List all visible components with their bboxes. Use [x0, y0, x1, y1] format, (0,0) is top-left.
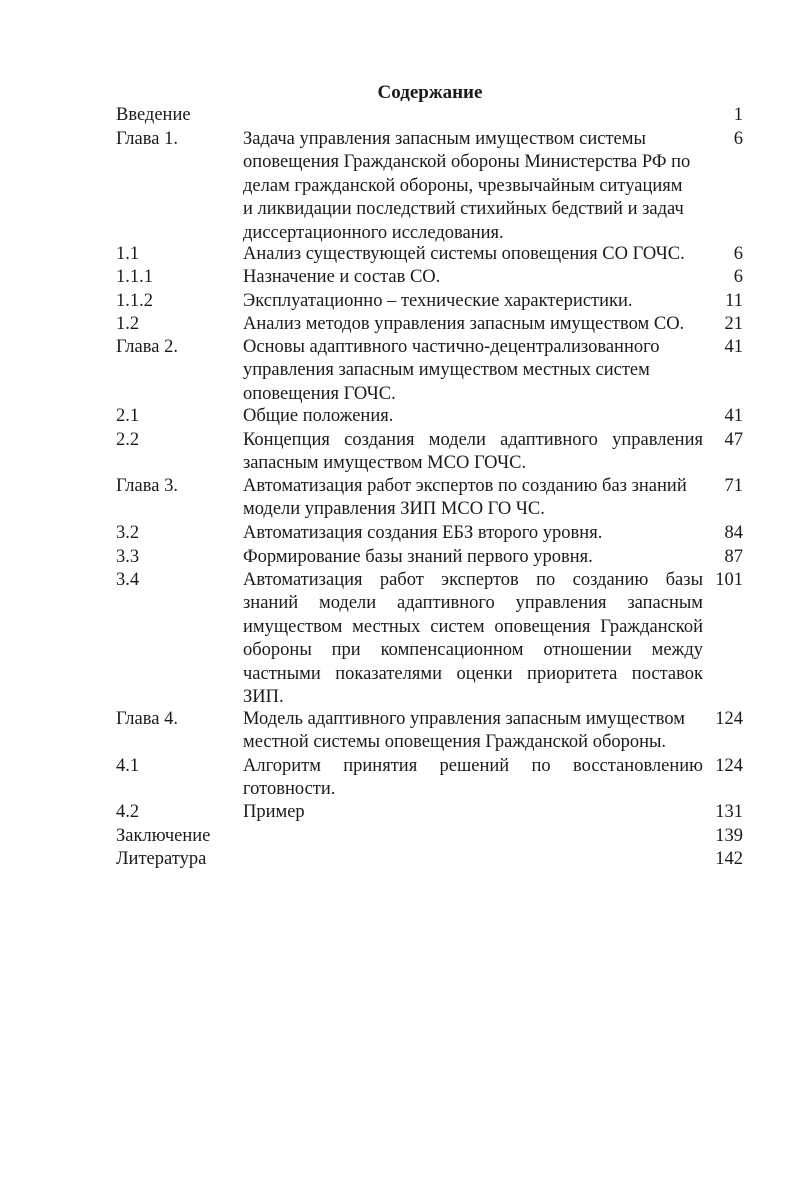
toc-entry-number: Заключение	[116, 826, 211, 846]
toc-entry-page: 87	[724, 547, 743, 567]
toc-entry-number: 4.2	[116, 802, 140, 822]
toc-entry-title-line: ЗИП.	[243, 687, 284, 708]
toc-entry-number: 2.1	[116, 406, 140, 426]
toc-entry-page: 11	[725, 291, 743, 311]
toc-entry-title-line: готовности.	[243, 779, 336, 800]
toc-entry-title	[243, 755, 703, 802]
toc-entry-number: 2.2	[116, 430, 140, 450]
toc-entry-page: 6	[733, 244, 743, 264]
toc-entry-title-line: знаний модели адаптивного управления запасным	[243, 593, 703, 614]
page-title: Содержание	[377, 82, 483, 103]
toc-entry-title	[243, 405, 703, 428]
toc-entry-number: 3.2	[116, 523, 140, 543]
toc-entry-page: 124	[715, 756, 743, 776]
toc-entry-title-line: имуществом местных систем оповещения Гражданской	[243, 616, 703, 637]
toc-entry-title-line: Автоматизация создания ЕБЗ второго уровня.	[243, 523, 603, 543]
toc-entry-page: 131	[715, 802, 743, 822]
toc-entry-title-line: модели управления ЗИП МСО ГО ЧС.	[243, 499, 545, 520]
toc-entry-page: 41	[724, 406, 743, 426]
toc-entry-title-line: Анализ методов управления запасным имуществом СО.	[243, 314, 685, 334]
toc-entry-title	[243, 243, 703, 266]
toc-entry-page: 71	[724, 476, 743, 496]
toc-entry-title-line: местной системы оповещения Гражданской обороны.	[243, 732, 667, 753]
toc-entry-title-line: управления запасным имуществом местных систем	[243, 360, 650, 381]
toc-entry-number: 4.1	[116, 756, 140, 776]
toc-entry-title-line: Автоматизация работ экспертов по созданию базы	[243, 570, 703, 590]
toc-entry-page: 84	[724, 523, 743, 543]
toc-entry-page: 142	[715, 849, 743, 869]
toc-entry-page: 6	[733, 267, 743, 287]
toc-entry-title	[243, 569, 703, 709]
toc-entry-title-line: Формирование базы знаний первого уровня.	[243, 547, 593, 567]
toc-entry-title	[243, 708, 703, 755]
toc-entry-number: Глава 4.	[116, 709, 178, 729]
toc-entry-title-line: Эксплуатационно – технические характеристики.	[243, 291, 633, 311]
toc-entry-title-line: Анализ существующей системы оповещения СО ГОЧС.	[243, 244, 685, 264]
toc-entry-number: Глава 1.	[116, 129, 178, 149]
toc-entry-page: 101	[715, 570, 743, 590]
toc-entry-page: 47	[724, 430, 743, 450]
toc-entry-number: 1.1	[116, 244, 140, 264]
toc-entry-number: 3.4	[116, 570, 140, 590]
toc-entry-title-line: частными показателями оценки приоритета поставок	[243, 663, 703, 684]
toc-entry-title-line: диссертационного исследования.	[243, 222, 504, 243]
toc-entry-number: 1.1.1	[116, 267, 153, 287]
toc-entry-title-line: и ликвидации последствий стихийных бедствий и задач	[243, 199, 684, 220]
toc-entry-number: Введение	[116, 105, 191, 125]
toc-entry-page: 21	[724, 314, 743, 334]
toc-entry-title-line: Основы адаптивного частично-децентрализованного	[243, 337, 660, 357]
toc-entry-number: 1.1.2	[116, 291, 153, 311]
toc-entry-number: Глава 2.	[116, 337, 178, 357]
toc-entry-title-line: обороны при компенсационном отношении между	[243, 640, 703, 661]
toc-entry-title	[243, 475, 703, 522]
toc-entry-title-line: Автоматизация работ экспертов по созданию баз знаний	[243, 476, 687, 496]
toc-entry-title	[243, 429, 703, 476]
toc-entry-number: Глава 3.	[116, 476, 178, 496]
toc-entry-title	[243, 290, 703, 313]
toc-entry-title	[243, 313, 703, 336]
toc-entry-title	[243, 801, 703, 824]
toc-entry-title	[243, 336, 703, 406]
toc-entry-title-line: Задача управления запасным имуществом системы	[243, 129, 646, 149]
toc-entry-title-line: делам гражданской обороны, чрезвычайным ситуациям	[243, 175, 683, 196]
toc-entry-page: 139	[715, 826, 743, 846]
toc-entry-number: 3.3	[116, 547, 140, 567]
toc-entry-title-line: Модель адаптивного управления запасным имуществом	[243, 709, 686, 729]
toc-entry-title-line: запасным имуществом МСО ГОЧС.	[243, 453, 527, 474]
toc-entry-number: Литература	[116, 849, 207, 869]
toc-entry-number: 1.2	[116, 314, 140, 334]
toc-entry-page: 41	[724, 337, 743, 357]
toc-entry-title-line: Общие положения.	[243, 406, 394, 426]
toc-entry-title-line: Назначение и состав СО.	[243, 267, 441, 287]
toc-entry-title-line: Концепция создания модели адаптивного управления	[243, 430, 703, 450]
toc-entry-title-line: оповещения ГОЧС.	[243, 383, 396, 404]
toc-entry-title-line: оповещения Гражданской обороны Министерства РФ по	[243, 152, 691, 173]
toc-entry-title-line: Алгоритм принятия решений по восстановлению	[243, 756, 703, 776]
toc-entry-page: 124	[715, 709, 743, 729]
toc-entry-title	[243, 522, 703, 545]
toc-entry-title	[243, 128, 703, 245]
toc-entry-title	[243, 546, 703, 569]
toc-entry-page: 6	[733, 129, 743, 149]
toc-entry-title-line: Пример	[243, 802, 305, 822]
toc-entry-page: 1	[733, 105, 743, 125]
toc-entry-title	[243, 266, 703, 289]
